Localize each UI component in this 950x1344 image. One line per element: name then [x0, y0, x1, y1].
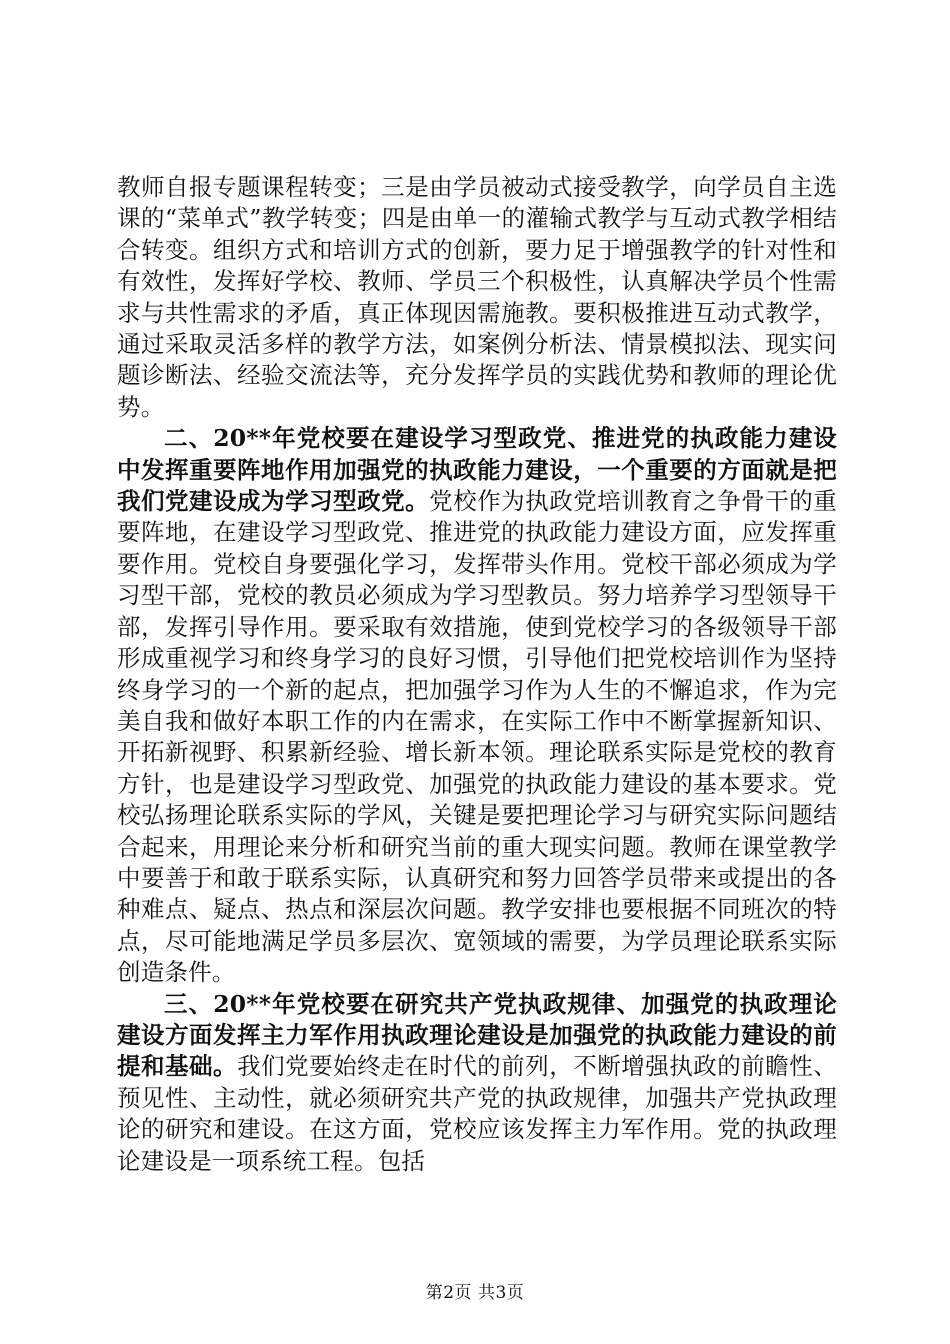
paragraph-1 [117, 172, 837, 423]
paragraph-3 [117, 989, 837, 1177]
page-footer [0, 1278, 950, 1303]
paragraph-1-text: 教师自报专题课程转变；三是由学员被动式接受教学，向学员自主选课的“菜单式”教学转变；四是由单一的灌输式教学与互动式教学相结合转变。组织方式和培训方式的创新，要力足于增强教学的针对性和有效性，发挥好学校、教师、学员三个积极性，认真解决学员个性需求与共性需求的矛盾，真正体现因需施教。要积极推进互动式教学，通过采取灵活多样的教学方法，如案例分析法、情景模拟法、现实问题诊断法、经验交流法等，充分发挥学员的实践优势和教师的理论优势。 [117, 173, 837, 421]
paragraph-2-text: 党校作为执政党培训教育之争骨干的重要阵地，在建设学习型政党、推进党的执政能力建设方面，应发挥重要作用。党校自身要强化学习，发挥带头作用。党校干部必须成为学习型干部，党校的教员必须成为学习型教员。努力培养学习型领导干部，发挥引导作用。要采取有效措施，使到党校学习的各级领导干部形成重视学习和终身学习的良好习惯，引导他们把党校培训作为坚持终身学习的一个新的起点，把加强学习作为人生的不懈追求，作为完美自我和做好本职工作的内在需求，在实际工作中不断掌握新知识、开拓新视野、积累新经验、增长新本领。理论联系实际是党校的教育方针，也是建设学习型政党、加强党的执政能力建设的基本要求。党校弘扬理论联系实际的学风，关键是要把理论学习与研究实际问题结合起来，用理论来分析和研究当前的重大现实问题。教师在课堂教学中要善于和敢于联系实际，认真研究和努力回答学员带来或提出的各种难点、疑点、热点和深层次问题。教学安排也要根据不同班次的特点，尽可能地满足学员多层次、宽领域的需要，为学员理论联系实际创造条件。 [117, 487, 837, 987]
paragraph-2-heading: 二、20**年党校要在建设学习型政党、推进党的执政能力建设中发挥重要阵地作用加强党的执政能力建设，一个重要的方面就是把我们党建设成为学习型政党。 [117, 424, 837, 516]
paragraph-2 [117, 423, 837, 988]
document-body [117, 172, 837, 1177]
page-number: 第2页 共3页 [425, 1283, 525, 1303]
paragraph-3-heading: 三、20**年党校要在研究共产党执政规律、加强党的执政理论建设方面发挥主力军作用执政理论建设是加强党的执政能力建设的前提和基础。 [117, 989, 837, 1081]
paragraph-3-text: 我们党要始终走在时代的前列，不断增强执政的前瞻性、预见性、主动性，就必须研究共产党的执政规律，加强共产党执政理论的研究和建设。在这方面，党校应该发挥主力军作用。党的执政理论建设是一项系统工程。包括 [117, 1052, 838, 1175]
